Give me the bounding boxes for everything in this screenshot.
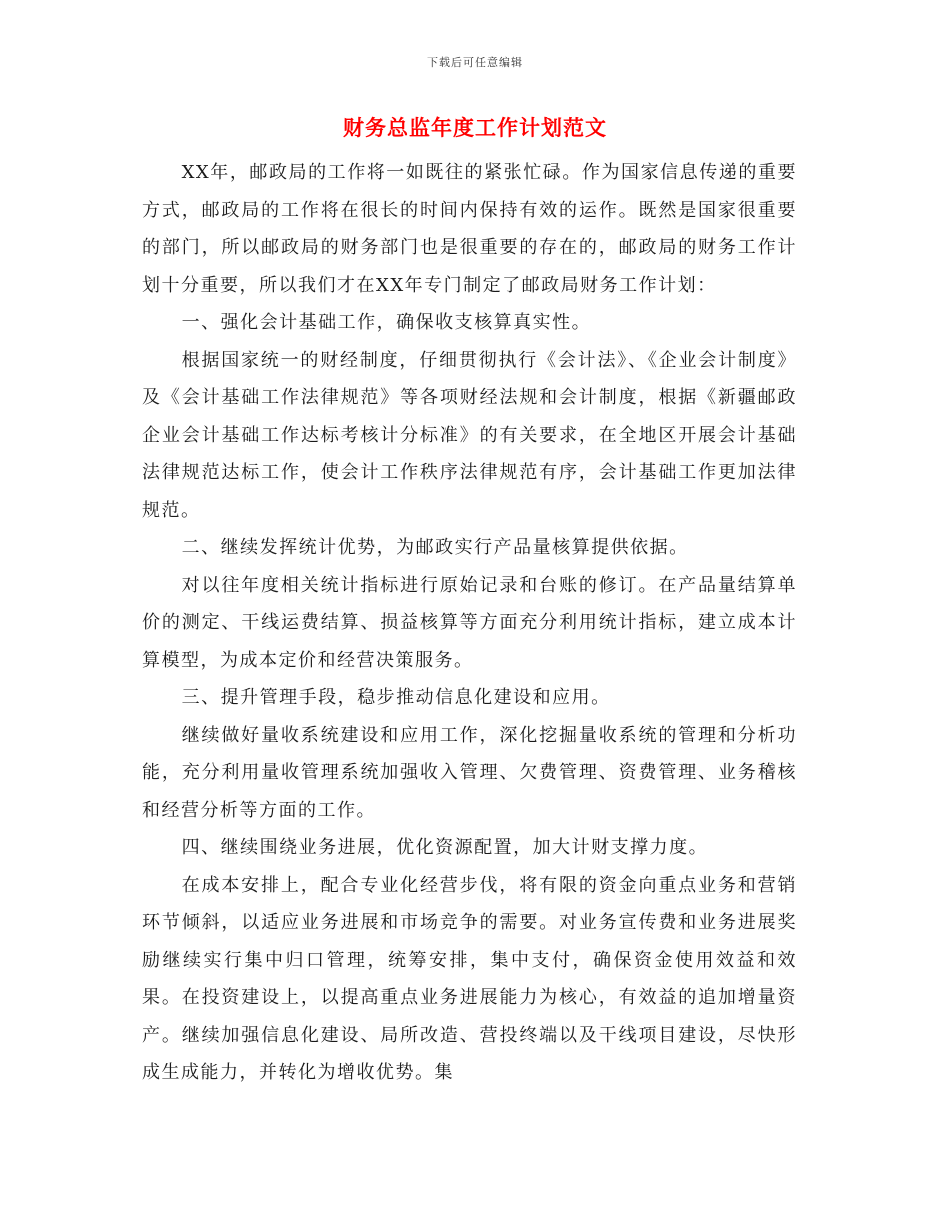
paragraph-section-4: 在成本安排上，配合专业化经营步伐，将有限的资金向重点业务和营销环节倾斜，以适应业务进展和市场竞争的需要。对业务宣传费和业务进展奖励继续实行集中归口管理，统筹安排，集中支付，确保资金使用效益和效果。在投资建设上，以提高重点业务进展能力为核心，有效益的追加增量资产。继续加强信息化建设、局所改造、营投终端以及干线项目建设，尽快形成生成能力，并转化为增收优势。集 — [142, 874, 797, 1083]
page-header-note: 下载后可任意编辑 — [427, 56, 523, 69]
section-heading-1: 一、强化会计基础工作，确保收支核算真实性。 — [181, 312, 592, 333]
paragraph-section-1: 根据国家统一的财经制度，仔细贯彻执行《会计法》、《企业会计制度》及《会计基础工作法律规范》等各项财经法规和会计制度，根据《新疆邮政企业会计基础工作达标考核计分标准》的有关要求，在全地区开展会计基础法律规范达标工作，使会计工作秩序法律规范有序，会计基础工作更加法律规范。 — [142, 349, 797, 521]
section-heading-3: 三、提升管理手段，稳步推动信息化建设和应用。 — [181, 687, 611, 708]
document-title: 财务总监年度工作计划范文 — [343, 115, 607, 140]
paragraph-intro: XX年，邮政局的工作将一如既往的紧张忙碌。作为国家信息传递的重要方式，邮政局的工作将在很长的时间内保持有效的运作。既然是国家很重要的部门，所以邮政局的财务部门也是很重要的存在的，邮政局的财务工作计划十分重要，所以我们才在XX年专门制定了邮政局财务工作计划： — [142, 162, 797, 296]
section-heading-2: 二、继续发挥统计优势，为邮政实行产品量核算提供依据。 — [181, 537, 689, 558]
document-body — [142, 154, 797, 1092]
paragraph-section-2: 对以往年度相关统计指标进行原始记录和台账的修订。在产品量结算单价的测定、干线运费结算、损益核算等方面充分利用统计指标，建立成本计算模型，为成本定价和经营决策服务。 — [142, 574, 797, 671]
section-heading-4: 四、继续围绕业务进展，优化资源配置，加大计财支撑力度。 — [181, 837, 709, 858]
paragraph-section-3: 继续做好量收系统建设和应用工作，深化挖掘量收系统的管理和分析功能，充分利用量收管理系统加强收入管理、欠费管理、资费管理、业务稽核和经营分析等方面的工作。 — [142, 724, 797, 821]
